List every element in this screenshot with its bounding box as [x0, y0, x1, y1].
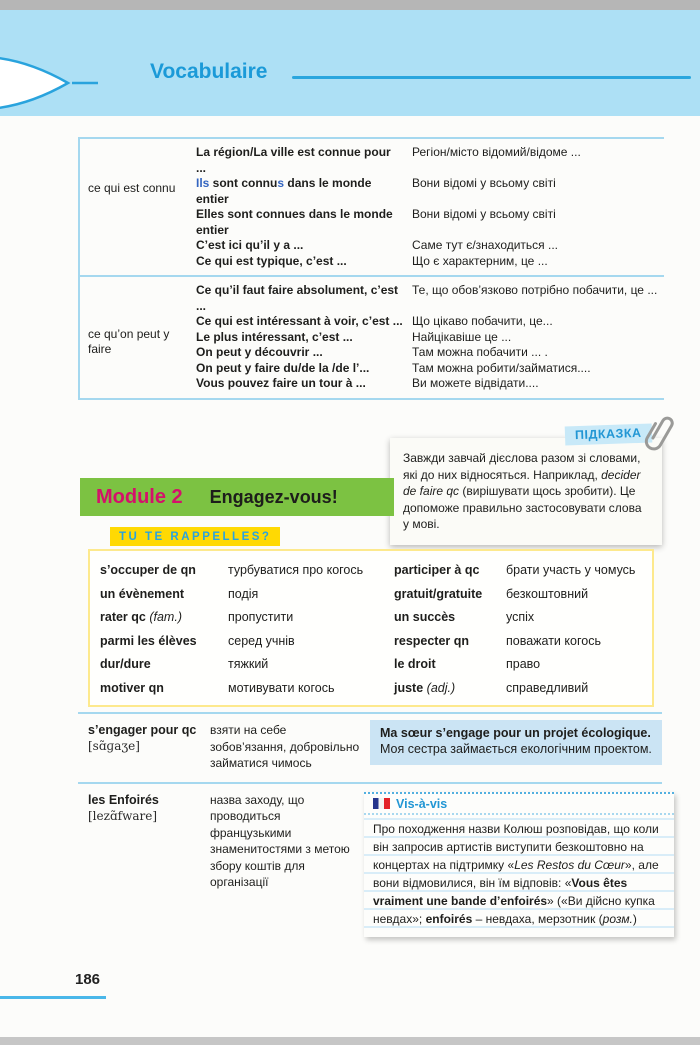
vocab-table	[78, 137, 664, 400]
phrase-fr: Le plus intéressant, c’est ...	[196, 329, 353, 344]
vocab-term: un succès	[394, 610, 456, 624]
vocab-table-2	[78, 712, 662, 947]
phrase-uk: Саме тут є/знаходиться ...	[412, 238, 559, 252]
phrase-uk: Найцікавіше це ...	[412, 329, 512, 344]
hint-card	[390, 425, 662, 545]
recall-box	[88, 549, 654, 707]
section-label: ce qu’on peut y faire	[88, 327, 170, 356]
vocab-term: s’engager pour qc	[88, 723, 197, 737]
vocab-translation: пропустити	[228, 610, 294, 624]
french-flag-icon	[373, 798, 390, 809]
vocab-term: s’occuper de qn	[100, 563, 196, 577]
vocab-term: rater qc (fam.)	[100, 610, 182, 624]
visavis-title: Vis-à-vis	[396, 796, 448, 811]
vocab-term: motiver qn	[100, 680, 164, 695]
vocab-definition: взяти на себе зобов’язання, добровільно займатися чимось	[210, 723, 360, 770]
vocab-term: participer à qc	[394, 563, 480, 577]
phrase-fr: On peut y découvrir ...	[196, 345, 323, 359]
module-banner	[80, 478, 394, 516]
phrase-fr: Ce qu’il faut faire absolument, c’est ...	[196, 283, 399, 313]
phrase-fr: Vous pouvez faire un tour à ...	[196, 376, 366, 390]
vocab-term: un évènement	[100, 586, 185, 601]
vocab-translation: серед учнів	[228, 633, 295, 648]
table-row	[196, 314, 664, 330]
phrase-uk: Там можна побачити ... .	[412, 345, 548, 359]
phrase-uk: Те, що обов’язково потрібно побачити, це ...	[412, 283, 658, 297]
phrase-uk: Що цікаво побачити, це...	[412, 314, 553, 328]
table-section-y-faire	[80, 275, 664, 400]
table-row	[196, 254, 664, 270]
phonetic-transcription: [sɑ̃ɡaʒe]	[88, 739, 140, 753]
table-row	[196, 283, 664, 314]
vocab-translation: мотивувати когось	[228, 680, 335, 695]
page-number-rule	[0, 996, 106, 999]
leaf-ornament-icon	[0, 52, 133, 114]
module-number: Module 2	[96, 485, 183, 508]
phrase-uk: Там можна робити/займатися....	[412, 360, 591, 375]
table-row	[196, 176, 664, 207]
vocab-definition: назва заходу, що проводиться французькими знаменитостями з метою збору коштів для організації	[210, 792, 350, 889]
phrase-uk: Вони відомі у всьому світі	[412, 176, 556, 190]
phrase-uk: Регіон/місто відомий/відоме ...	[412, 145, 581, 159]
phrase-uk: Вони відомі у всьому світі	[412, 207, 556, 221]
scan-edge-bottom	[0, 1037, 700, 1045]
phrase-fr: On peut y faire du/de la /de l’...	[196, 360, 370, 375]
table-row	[196, 238, 664, 254]
vocab-term: gratuit/gratuite	[394, 586, 483, 601]
vocab-translation: подія	[228, 586, 259, 601]
phrase-fr: Ils sont connus dans le monde entier	[196, 176, 372, 206]
vocab-translation: брати участь у чомусь	[506, 563, 636, 577]
table-row	[196, 207, 664, 238]
section-label: ce qui est connu	[88, 181, 176, 195]
vocab-translation: право	[506, 657, 541, 671]
vocab-term: respecter qn	[394, 633, 470, 648]
table-section-connu	[80, 137, 664, 275]
phrase-fr: Elles sont connues dans le monde entier	[196, 207, 393, 237]
phrase-uk: Що є характерним, це ...	[412, 253, 548, 268]
vocab-translation: безкоштовний	[506, 586, 589, 601]
header-band	[0, 10, 700, 116]
scan-edge-top	[0, 0, 700, 10]
phrase-fr: La région/La ville est connue pour ...	[196, 145, 391, 175]
phrase-uk: Ви можете відвідати....	[412, 376, 539, 390]
table-row	[196, 345, 664, 361]
table-row	[196, 145, 664, 176]
visavis-card	[364, 792, 674, 937]
visavis-text: Про походження назви Колюш розповідав, що коли він запросив артистів виступити безкоштовно на концертах на підтримку «Les Restos du Cœur», але вони відмовилися, він їм відповів: «Vous êtes vraiment une bande d’enfoirés» («Ви дійсно купка невдах»; enfoirés – невдаха, мерзотник (розм.)	[364, 815, 674, 937]
vocab-term: parmi les élèves	[100, 633, 197, 648]
table-row-sengager	[78, 712, 662, 782]
table-row	[196, 376, 664, 392]
example-fr: Ma sœur s’engage pour un projet écologique.	[380, 726, 651, 740]
example-uk: Моя сестра займається екологічним проектом.	[380, 742, 652, 756]
recall-tag: TU TE RAPPELLES?	[110, 527, 280, 546]
phonetic-transcription: [lezɑ̃fware]	[88, 808, 158, 823]
table-row-enfoires	[78, 782, 662, 947]
module-title: Engagez-vous!	[209, 486, 338, 507]
hint-text: Завжди завчай дієслова разом зі словами, які до них відносяться. Наприклад, decider de faire qc (вирішувати щось зробити). Це допоможе правильно застосовувати слова у мові.	[403, 451, 642, 531]
vocab-translation: успіх	[506, 610, 535, 624]
hint-label: ПІДКАЗКА	[565, 423, 652, 445]
vocab-term: les Enfoirés	[88, 792, 159, 807]
header-rule	[292, 76, 691, 79]
phrase-fr: C’est ici qu’il y a ...	[196, 238, 304, 252]
vocab-term: juste (adj.)	[394, 680, 456, 695]
phrase-fr: Ce qui est typique, c’est ...	[196, 253, 347, 268]
vocab-term: dur/dure	[100, 657, 151, 671]
vocab-translation: справедливий	[506, 680, 589, 695]
page-number: 186	[75, 971, 101, 988]
table-row	[196, 330, 664, 346]
vocab-term: le droit	[394, 657, 436, 671]
phrase-fr: Ce qui est intéressant à voir, c’est ...	[196, 314, 403, 328]
vocab-translation: поважати когось	[506, 633, 601, 648]
page-title: Vocabulaire	[150, 60, 268, 83]
example-box	[370, 720, 662, 765]
table-row	[196, 361, 664, 377]
vocab-translation: турбуватися про когось	[228, 563, 364, 577]
vocab-translation: тяжкий	[228, 657, 269, 671]
